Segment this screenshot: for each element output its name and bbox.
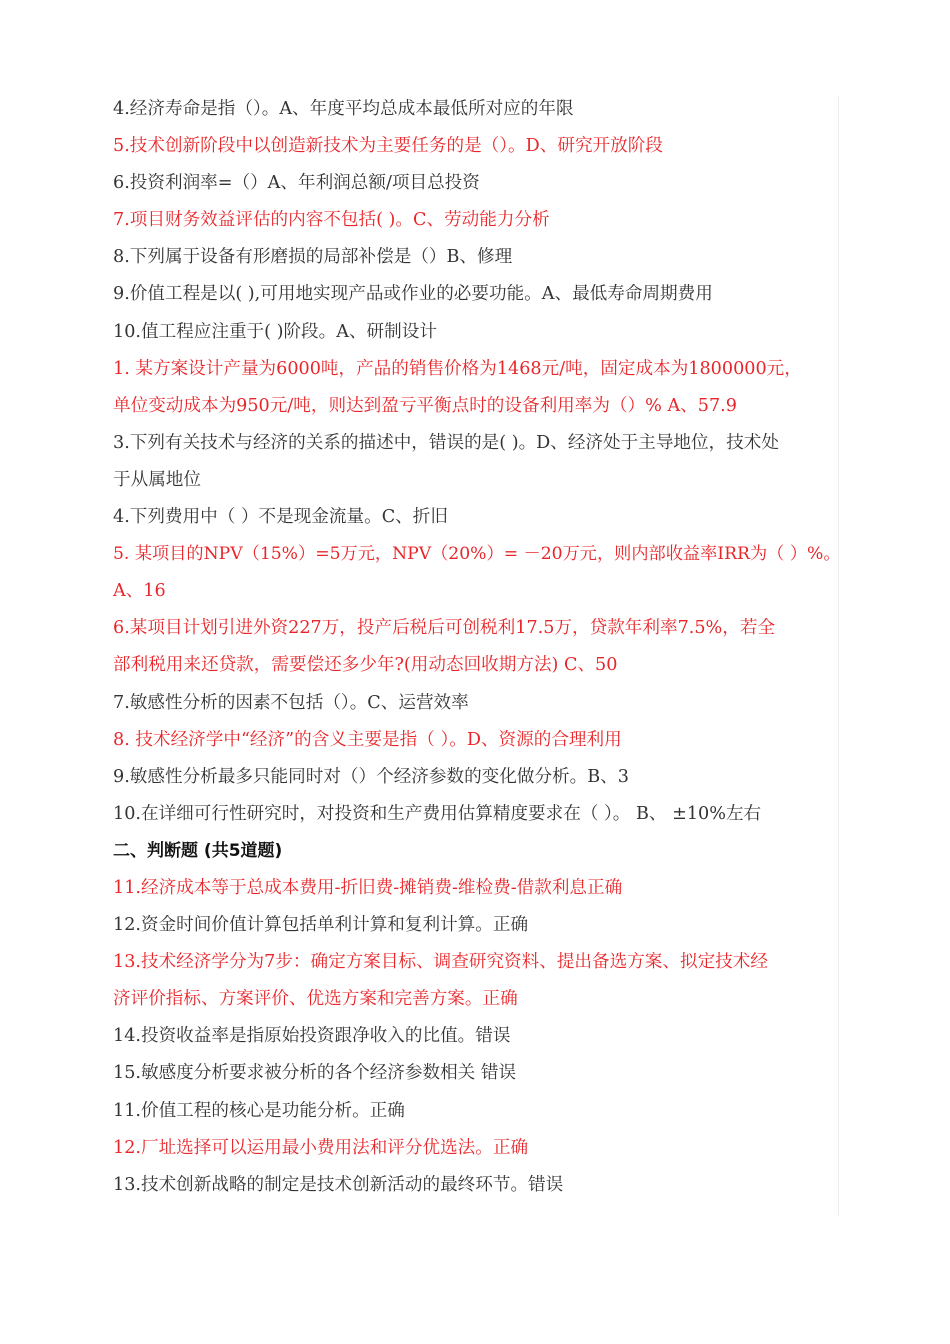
text-line: 14.投资收益率是指原始投资跟净收入的比值。错误 bbox=[113, 1026, 511, 1047]
text-line: 11.经济成本等于总成本费用-折旧费-摊销费-维检费-借款利息正确 bbox=[113, 877, 623, 898]
text-line: 5.技术创新阶段中以创造新技术为主要任务的是（）。D、研究开放阶段 bbox=[113, 136, 663, 157]
text-line: 8.下列属于设备有形磨损的局部补偿是（）B、修理 bbox=[113, 247, 513, 268]
text-line: 11.价值工程的核心是功能分析。正确 bbox=[113, 1100, 405, 1121]
text-line: 3.下列有关技术与经济的关系的描述中，错误的是( )。D、经济处于主导地位，技术处 bbox=[113, 432, 779, 453]
text-line: 4.经济寿命是指（）。A、年度平均总成本最低所对应的年限 bbox=[113, 99, 574, 119]
text-line: 单位变动成本为950元/吨，则达到盈亏平衡点时的设备利用率为（）% A、57.9 bbox=[113, 395, 737, 416]
text-line: 12.资金时间价值计算包括单利计算和复利计算。正确 bbox=[113, 915, 529, 936]
text-line: 9.敏感性分析最多只能同时对（）个经济参数的变化做分析。B、3 bbox=[113, 766, 629, 787]
text-line: 部利税用来还贷款，需要偿还多少年?(用动态回收期方法) C、50 bbox=[113, 655, 618, 676]
text-line: 12.厂址选择可以运用最小费用法和评分优选法。正确 bbox=[113, 1137, 529, 1158]
text-line: 15.敏感度分析要求被分析的各个经济参数相关 错误 bbox=[113, 1063, 517, 1084]
text-line: 7.敏感性分析的因素不包括（）。C、运营效率 bbox=[113, 692, 469, 713]
text-line: 10.在详细可行性研究时，对投资和生产费用估算精度要求在（ ）。 B、 ±10%左右 bbox=[113, 803, 762, 824]
text-line: 8. 技术经济学中“经济”的含义主要是指（ ）。D、资源的合理利用 bbox=[113, 729, 622, 750]
text-line: 13.技术经济学分为7步：确定方案目标、调查研究资料、提出备选方案、拟定技术经 bbox=[113, 952, 768, 973]
text-line: 6.投资利润率=（）A、年利润总额/项目总投资 bbox=[113, 173, 480, 194]
text-line: 10.值工程应注重于( )阶段。A、研制设计 bbox=[113, 321, 437, 342]
text-line: 济评价指标、方案评价、优选方案和完善方案。正确 bbox=[113, 989, 518, 1010]
text-line: 于从属地位 bbox=[113, 469, 201, 490]
text-line: 9.价值工程是以( ),可用地实现产品或作业的必要功能。A、最低寿命周期费用 bbox=[113, 284, 713, 305]
text-line: 4.下列费用中（ ）不是现金流量。C、折旧 bbox=[113, 507, 448, 528]
text-line: 1. 某方案设计产量为6000吨，产品的销售价格为1468元/吨，固定成本为1800000元， bbox=[113, 358, 802, 379]
text-line: A、16 bbox=[113, 581, 166, 602]
text-line: 5. 某项目的NPV（15%）=5万元，NPV（20%）= －20万元，则内部收益率IRR为（ ）%。 bbox=[113, 544, 841, 565]
text-line: 7.项目财务效益评估的内容不包括( )。C、劳动能力分析 bbox=[113, 210, 550, 231]
section-heading: 二、判断题 (共5道题) bbox=[113, 840, 283, 861]
text-line: 13.技术创新战略的制定是技术创新活动的最终环节。错误 bbox=[113, 1174, 564, 1195]
document-body bbox=[113, 91, 841, 1204]
text-line: 6.某项目计划引进外资227万，投产后税后可创税利17.5万，贷款年利率7.5%，若全 bbox=[113, 618, 776, 639]
